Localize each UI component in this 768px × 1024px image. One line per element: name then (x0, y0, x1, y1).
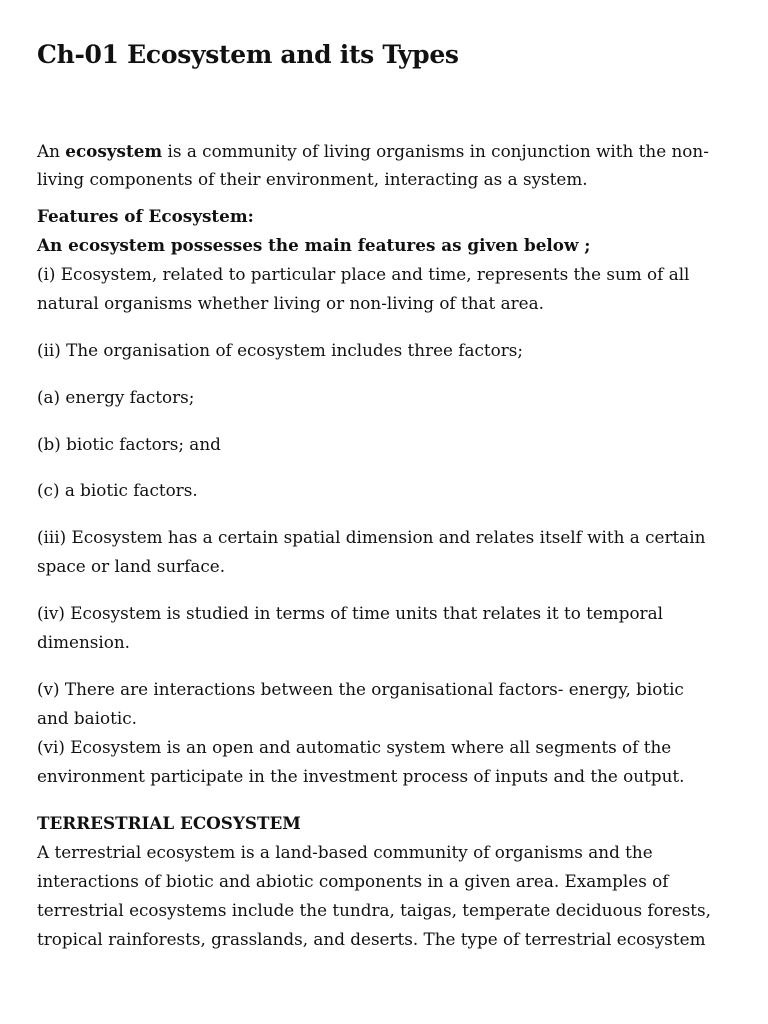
intro-term: ecosystem (65, 141, 163, 161)
feature-iii-line-1: (iii) Ecosystem has a certain spatial dimension and relates itself with a certain (37, 527, 706, 547)
feature-c: (c) a biotic factors. (37, 480, 198, 500)
terrestrial-line-3: terrestrial ecosystems include the tundra, taigas, temperate deciduous forests, (37, 900, 711, 920)
terrestrial-line-4: tropical rainforests, grasslands, and deserts. The type of terrestrial ecosystem (37, 929, 706, 949)
terrestrial-heading: TERRESTRIAL ECOSYSTEM (37, 813, 301, 833)
terrestrial-line-2: interactions of biotic and abiotic components in a given area. Examples of (37, 871, 669, 891)
feature-vi-line-1: (vi) Ecosystem is an open and automatic system where all segments of the (37, 737, 672, 757)
terrestrial-line-1: A terrestrial ecosystem is a land-based community of organisms and the (37, 842, 653, 862)
feature-a: (a) energy factors; (37, 387, 195, 407)
feature-ii: (ii) The organisation of ecosystem includes three factors; (37, 340, 524, 360)
intro-line-1 (37, 137, 709, 166)
intro-prefix: An (37, 141, 66, 161)
feature-i-line-2: natural organisms whether living or non-living of that area. (37, 293, 544, 313)
features-subheading: An ecosystem possesses the main features as given below ; (37, 235, 591, 255)
features-heading: Features of Ecosystem: (37, 206, 254, 226)
feature-vi-line-2: environment participate in the investment process of inputs and the output. (37, 766, 685, 786)
feature-i-line-1: (i) Ecosystem, related to particular place and time, represents the sum of all (37, 264, 690, 284)
feature-iv-line-2: dimension. (37, 632, 130, 652)
intro-line-2: living components of their environment, interacting as a system. (37, 169, 588, 189)
feature-v-line-1: (v) There are interactions between the organisational factors- energy, biotic (37, 679, 684, 699)
page-title: Ch-01 Ecosystem and its Types (37, 40, 459, 69)
feature-iii-line-2: space or land surface. (37, 556, 226, 576)
intro-line-1-rest: is a community of living organisms in conjunction with the non- (162, 141, 709, 161)
feature-v-line-2: and baiotic. (37, 708, 137, 728)
feature-b: (b) biotic factors; and (37, 434, 221, 454)
feature-iv-line-1: (iv) Ecosystem is studied in terms of time units that relates it to temporal (37, 603, 663, 623)
